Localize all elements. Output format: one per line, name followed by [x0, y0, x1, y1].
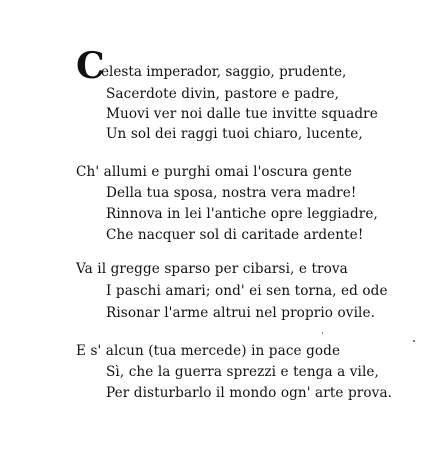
- stanza-2-line-1: Ch' allumi e purghi omai l'oscura gente: [76, 164, 353, 180]
- stanza-4-line-2: Sì, che la guerra sprezzi e tenga a vile,: [106, 364, 379, 380]
- stanza-3-line-3: Risonar l'arme altrui nel proprio ovile.: [106, 305, 376, 321]
- stanza-2-line-4: Che nacquer sol di caritade ardente!: [106, 227, 364, 243]
- stanza-1-line-4: Un sol dei raggi tuoi chiaro, lucente,: [106, 126, 363, 142]
- scan-speck: [413, 340, 415, 342]
- stanza-3-line-1: Va il gregge sparso per cibarsi, e trova: [76, 261, 348, 277]
- stanza-2-line-2: Della tua sposa, nostra vera madre!: [106, 185, 357, 201]
- stanza-1-line-2: Sacerdote divin, pastore e padre,: [106, 86, 340, 102]
- stanza-1-line-3: Muovi ver noi dalle tue invitte squadre: [106, 106, 378, 122]
- stanza-2-line-3: Rinnova in lei l'antiche opre leggiadre,: [106, 206, 378, 222]
- scan-speck: [322, 332, 323, 334]
- stanza-3-line-2: I paschi amari; ond' ei sen torna, ed ode: [106, 283, 388, 299]
- stanza-4-line-1: E s' alcun (tua mercede) in pace gode: [76, 343, 341, 359]
- stanza-1-line-1: elesta imperador, saggio, prudente,: [101, 64, 347, 80]
- drop-cap-letter: C: [76, 45, 105, 87]
- stanza-4-line-3: Per disturbarlo il mondo ogn' arte prova.: [106, 385, 393, 401]
